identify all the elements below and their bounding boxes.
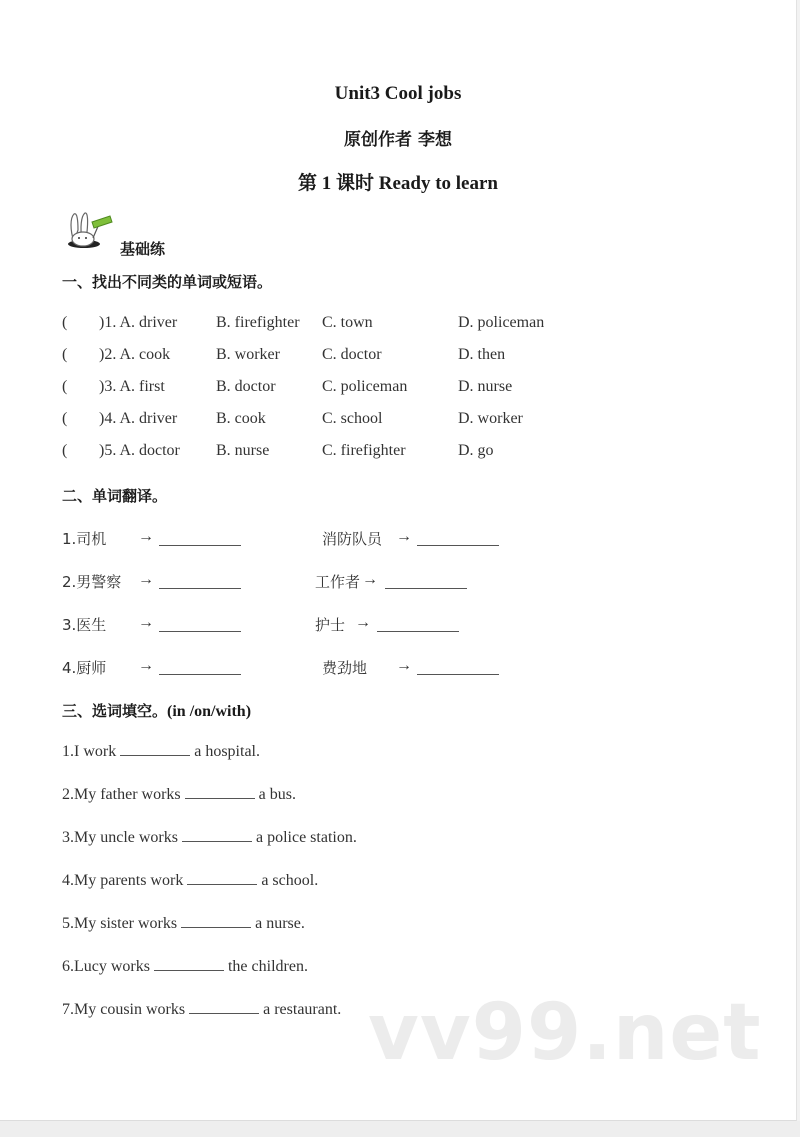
question-option-c: C. town [322, 314, 373, 331]
rabbit-mascot-icon [66, 210, 118, 250]
translation-item [322, 528, 522, 552]
fill-sentence [62, 1001, 341, 1019]
answer-blank[interactable] [189, 1001, 259, 1014]
sentence-after: a nurse. [255, 915, 305, 932]
watermark: vv99.net [368, 988, 762, 1078]
part3-options: (in /on/with) [167, 703, 252, 720]
fill-sentence [62, 829, 357, 847]
question-option-a: )1. A. driver [99, 314, 178, 331]
question-option-d: D. nurse [458, 378, 513, 395]
translation-item [322, 657, 522, 681]
answer-blank[interactable] [417, 545, 499, 546]
arrow-icon: → [138, 614, 154, 631]
sentence-before: 6.Lucy works [62, 958, 150, 975]
part2-heading: 二、单词翻译。 [62, 487, 168, 505]
question-option-b: B. nurse [216, 442, 270, 459]
answer-blank[interactable] [154, 958, 224, 971]
translation-label: 消防队员 [322, 530, 383, 548]
arrow-icon: → [138, 571, 154, 588]
arrow-icon: → [355, 614, 371, 631]
translation-label: 费劲地 [322, 659, 368, 677]
translation-item [62, 657, 262, 681]
answer-blank[interactable] [159, 631, 241, 632]
part3-heading-text: 三、选词填空。 [62, 702, 168, 720]
answer-blank[interactable] [181, 915, 251, 928]
fill-sentence [62, 958, 308, 976]
question-option-a: )3. A. first [99, 378, 165, 395]
arrow-icon: → [138, 528, 154, 545]
translation-label: 2.男警察 [62, 573, 122, 591]
question-option-c: C. doctor [322, 346, 382, 363]
question-option-c: C. firefighter [322, 442, 406, 459]
sentence-after: a hospital. [194, 743, 260, 760]
answer-blank[interactable] [159, 545, 241, 546]
answer-blank[interactable] [159, 588, 241, 589]
answer-paren[interactable]: ( [62, 410, 68, 427]
fill-sentence [62, 872, 318, 890]
fill-sentence [62, 915, 305, 933]
translation-label: 工作者 [315, 573, 361, 591]
question-option-d: D. policeman [458, 314, 545, 331]
translation-item [62, 614, 262, 638]
arrow-icon: → [396, 657, 412, 674]
fill-sentence [62, 786, 296, 804]
sentence-after: a school. [261, 872, 319, 889]
arrow-icon: → [362, 571, 378, 588]
answer-paren[interactable]: ( [62, 346, 68, 363]
answer-blank[interactable] [159, 674, 241, 675]
question-option-b: B. cook [216, 410, 266, 427]
answer-blank[interactable] [377, 631, 459, 632]
sentence-before: 3.My uncle works [62, 829, 178, 846]
answer-blank[interactable] [182, 829, 252, 842]
answer-blank[interactable] [385, 588, 467, 589]
section-badge-label: 基础练 [120, 240, 166, 258]
question-option-a: )2. A. cook [99, 346, 171, 363]
translation-label: 4.厨师 [62, 659, 107, 677]
arrow-icon: → [396, 528, 412, 545]
answer-blank[interactable] [185, 786, 255, 799]
question-option-a: )4. A. driver [99, 410, 178, 427]
sentence-before: 7.My cousin works [62, 1001, 186, 1018]
question-option-d: D. worker [458, 410, 523, 427]
sentence-after: the children. [227, 958, 308, 975]
translation-item [62, 528, 262, 552]
question-option-b: B. firefighter [216, 314, 300, 331]
translation-label: 护士 [315, 616, 346, 634]
question-option-a: )5. A. doctor [99, 442, 180, 459]
question-option-d: D. then [458, 346, 506, 363]
document-title: Unit3 Cool jobs [334, 83, 462, 104]
translation-label: 1.司机 [62, 530, 107, 548]
question-option-c: C. policeman [322, 378, 408, 395]
arrow-icon: → [138, 657, 154, 674]
translation-label: 3.医生 [62, 616, 107, 634]
translation-item [315, 614, 515, 638]
sentence-before: 1.I work [62, 743, 117, 760]
lesson-title: 第 1 课时 Ready to learn [297, 173, 498, 194]
answer-paren[interactable]: ( [62, 378, 68, 395]
part3-heading [62, 700, 251, 721]
answer-paren[interactable]: ( [62, 442, 68, 459]
answer-blank[interactable] [120, 743, 190, 756]
sentence-before: 4.My parents work [62, 872, 184, 889]
question-option-b: B. worker [216, 346, 280, 363]
sentence-after: a bus. [258, 786, 296, 803]
author-line: 原创作者 李想 [344, 130, 452, 150]
question-option-d: D. go [458, 442, 494, 459]
sentence-before: 5.My sister works [62, 915, 178, 932]
sentence-after: a restaurant. [263, 1001, 342, 1018]
fill-sentence [62, 743, 260, 761]
sentence-after: a police station. [255, 829, 357, 846]
translation-item [62, 571, 262, 595]
part1-heading: 一、找出不同类的单词或短语。 [62, 273, 273, 291]
answer-blank[interactable] [417, 674, 499, 675]
translation-item [315, 571, 515, 595]
question-option-c: C. school [322, 410, 383, 427]
page-bottom-edge [0, 1121, 800, 1137]
sentence-before: 2.My father works [62, 786, 181, 803]
question-option-b: B. doctor [216, 378, 276, 395]
answer-paren[interactable]: ( [62, 314, 68, 331]
answer-blank[interactable] [187, 872, 257, 885]
